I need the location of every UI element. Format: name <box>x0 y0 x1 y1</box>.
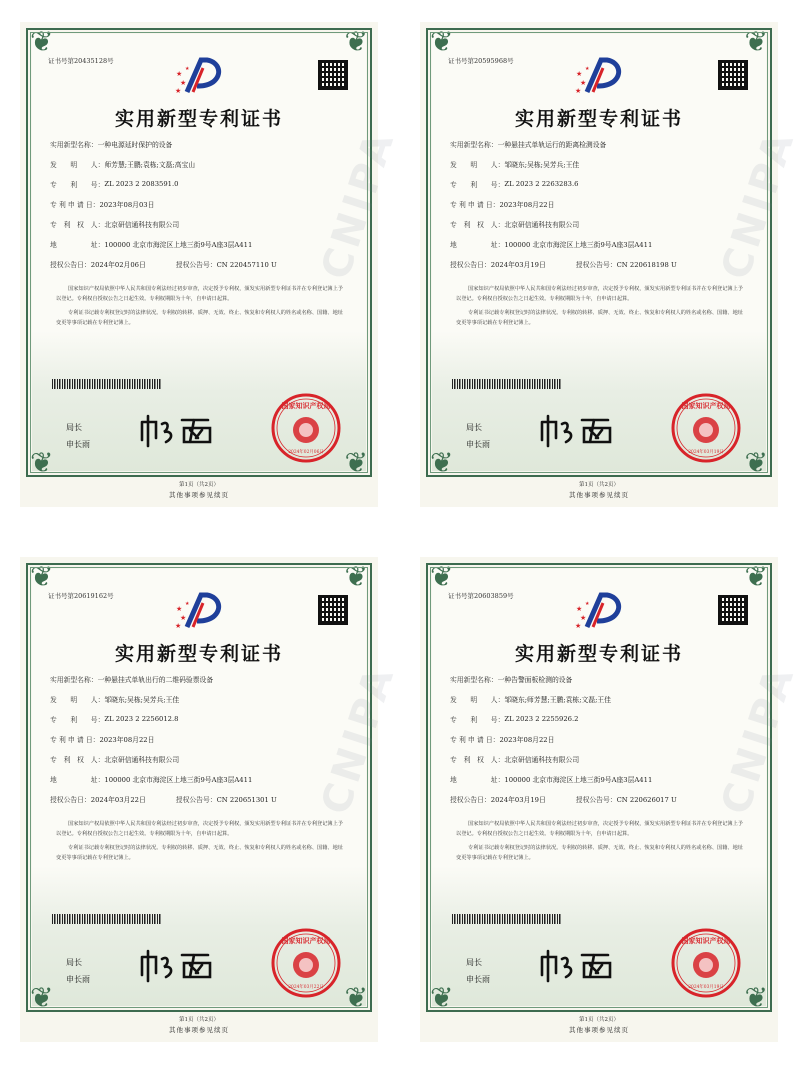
svg-text:国家知识产权局: 国家知识产权局 <box>681 401 731 410</box>
certificate-fields <box>50 669 348 809</box>
corner-ornament-icon: ❦ <box>430 981 454 1014</box>
svg-text:★: ★ <box>580 79 587 87</box>
svg-text:★: ★ <box>585 66 590 72</box>
director-block: 局长 申长雨 <box>66 958 90 984</box>
barcode-icon <box>52 379 162 389</box>
certificate-3 <box>20 557 404 1042</box>
watermark: CNIPA <box>712 659 804 820</box>
corner-ornament-icon: ❦ <box>430 560 454 593</box>
qr-code-icon <box>718 60 748 90</box>
corner-ornament-icon: ❦ <box>744 25 768 58</box>
official-seal-icon <box>670 392 742 464</box>
svg-text:国家知识产权局: 国家知识产权局 <box>281 401 331 410</box>
certificate-number: 证书号第20619162号 <box>48 592 114 600</box>
certificate-fields <box>450 669 748 809</box>
field-address: 地 址： 100000 北京市海淀区上地三街9号A座3层A411 <box>450 776 653 784</box>
svg-text:★: ★ <box>180 614 187 622</box>
svg-text:★: ★ <box>176 605 183 613</box>
certificate-title: 实用新型专利证书 <box>114 108 283 130</box>
page-number: 第1页（共2页） <box>179 482 219 488</box>
field-owner: 专 利 权 人： 北京研信通科技有限公司 <box>450 756 580 764</box>
corner-ornament-icon: ❦ <box>744 560 768 593</box>
svg-text:国家知识产权局: 国家知识产权局 <box>681 936 731 945</box>
svg-text:2024年02月06日: 2024年02月06日 <box>288 450 324 455</box>
director-signature-icon <box>138 947 218 983</box>
director-signature-icon <box>138 412 218 448</box>
certificate-inner <box>430 25 804 488</box>
footer-note: 其他事项参见续页 <box>569 1026 629 1034</box>
corner-ornament-icon: ❦ <box>344 25 368 58</box>
field-patent-number: 专 利 号： ZL 2023 2 2263283.6 <box>450 180 579 189</box>
corner-ornament-icon: ❦ <box>344 446 368 479</box>
svg-text:★: ★ <box>185 601 190 607</box>
certificate-title: 实用新型专利证书 <box>114 643 283 665</box>
svg-text:★: ★ <box>575 87 582 95</box>
page-number: 第1页（共2页） <box>579 482 619 488</box>
footer-note: 其他事项参见续页 <box>169 491 229 499</box>
page-number: 第1页（共2页） <box>179 1017 219 1023</box>
svg-text:★: ★ <box>175 87 182 95</box>
svg-text:★: ★ <box>575 622 582 630</box>
footer-note: 其他事项参见续页 <box>169 1026 229 1034</box>
director-block: 局长 申长雨 <box>466 423 490 449</box>
page-number: 第1页（共2页） <box>579 1017 619 1023</box>
certificate-inner <box>30 560 404 1023</box>
certificate-1 <box>20 22 404 507</box>
corner-ornament-icon: ❦ <box>344 560 368 593</box>
svg-text:★: ★ <box>576 70 583 78</box>
director-signature-icon <box>538 412 618 448</box>
certificate-number: 证书号第20435128号 <box>48 57 114 65</box>
certificate-inner <box>430 560 804 1023</box>
corner-ornament-icon: ❦ <box>744 981 768 1014</box>
corner-ornament-icon: ❦ <box>30 560 54 593</box>
svg-text:2024年03月22日: 2024年03月22日 <box>288 985 324 990</box>
field-patent-number: 专 利 号： ZL 2023 2 2256012.8 <box>50 715 179 724</box>
svg-text:★: ★ <box>576 605 583 613</box>
corner-ornament-icon: ❦ <box>430 25 454 58</box>
field-patent-number: 专 利 号： ZL 2023 2 2255926.2 <box>450 715 579 724</box>
corner-ornament-icon: ❦ <box>30 446 54 479</box>
certificate-fields <box>50 134 348 274</box>
svg-text:★: ★ <box>185 66 190 72</box>
qr-code-icon <box>318 60 348 90</box>
corner-ornament-icon: ❦ <box>430 446 454 479</box>
field-inventors: 发 明 人： 邹晓东;吴栋;吴芳兵;王佳 <box>50 696 180 704</box>
field-filing-date: 专 利 申 请 日： 2023年08月22日 <box>50 736 155 744</box>
cnipa-logo-icon <box>173 56 225 96</box>
field-owner: 专 利 权 人： 北京研信通科技有限公司 <box>450 221 580 229</box>
svg-text:★: ★ <box>585 601 590 607</box>
certificate-body-text: 国家知识产权局依照中华人民共和国专利法经过初步审查，决定授予专利权，颁发实用新型专利证书并在专利登记簿上予以登记。专利权自授权公告之日起生效。专利权期限为十年，自申请日起算。 专利证书记载专利权登记时的法律状况。专利权的转移、质押、无效、终止、恢复和专利权人的姓名或名称、国籍、地址变更等事项记载在专利登记簿上。 <box>56 286 343 326</box>
director-block: 局长 申长雨 <box>66 423 90 449</box>
field-filing-date: 专 利 申 请 日： 2023年08月22日 <box>450 736 555 744</box>
qr-code-icon <box>718 595 748 625</box>
official-seal-icon <box>670 927 742 999</box>
field-inventors: 发 明 人： 邹晓东;师芳慧;王鹏;袁栋;文磊;王佳 <box>450 696 611 704</box>
barcode-icon <box>52 914 162 924</box>
watermark: CNIPA <box>312 124 404 285</box>
svg-text:★: ★ <box>180 79 187 87</box>
cnipa-logo-icon <box>573 591 625 631</box>
certificate-body-text: 国家知识产权局依照中华人民共和国专利法经过初步审查，决定授予专利权，颁发实用新型专利证书并在专利登记簿上予以登记。专利权自授权公告之日起生效。专利权期限为十年，自申请日起算。 专利证书记载专利权登记时的法律状况。专利权的转移、质押、无效、终止、恢复和专利权人的姓名或名称、国籍、地址变更等事项记载在专利登记簿上。 <box>456 286 743 326</box>
field-owner: 专 利 权 人： 北京研信通科技有限公司 <box>50 756 180 764</box>
director-signature-icon <box>538 947 618 983</box>
field-patent-number: 专 利 号： ZL 2023 2 2083591.0 <box>50 180 179 189</box>
cnipa-logo-icon <box>173 591 225 631</box>
field-grant: 授权公告日：2024年03月22日 授权公告号：CN 220651301 U <box>50 796 277 804</box>
svg-text:2024年03月19日: 2024年03月19日 <box>688 450 724 455</box>
official-seal-icon <box>270 392 342 464</box>
field-filing-date: 专 利 申 请 日： 2023年08月03日 <box>50 201 155 209</box>
watermark: CNIPA <box>712 124 804 285</box>
field-address: 地 址： 100000 北京市海淀区上地三街9号A座3层A411 <box>50 776 253 784</box>
field-grant: 授权公告日：2024年02月06日 授权公告号：CN 220457110 U <box>50 261 277 269</box>
certificate-4 <box>420 557 804 1042</box>
field-name: 实用新型名称： 一种悬挂式单轨运行的距离检测设备 <box>450 141 607 149</box>
field-name: 实用新型名称： 一种告警面板检测的设备 <box>450 676 573 684</box>
field-owner: 专 利 权 人： 北京研信通科技有限公司 <box>50 221 180 229</box>
certificate-inner <box>30 25 404 488</box>
field-address: 地 址： 100000 北京市海淀区上地三街9号A座3层A411 <box>50 241 253 249</box>
certificate-title: 实用新型专利证书 <box>514 108 683 130</box>
field-inventors: 发 明 人： 师芳慧;王鹏;袁栋;文磊;高宝山 <box>50 161 196 169</box>
svg-text:★: ★ <box>176 70 183 78</box>
certificate-body-text: 国家知识产权局依照中华人民共和国专利法经过初步审查，决定授予专利权，颁发实用新型专利证书并在专利登记簿上予以登记。专利权自授权公告之日起生效。专利权期限为十年，自申请日起算。 专利证书记载专利权登记时的法律状况。专利权的转移、质押、无效、终止、恢复和专利权人的姓名或名称、国籍、地址变更等事项记载在专利登记簿上。 <box>456 821 743 861</box>
cnipa-logo-icon <box>573 56 625 96</box>
barcode-icon <box>452 379 562 389</box>
field-grant: 授权公告日：2024年03月19日 授权公告号：CN 220618198 U <box>450 261 677 269</box>
barcode-icon <box>452 914 562 924</box>
corner-ornament-icon: ❦ <box>344 981 368 1014</box>
certificate-number: 证书号第20595968号 <box>448 57 514 65</box>
field-filing-date: 专 利 申 请 日： 2023年08月22日 <box>450 201 555 209</box>
field-address: 地 址： 100000 北京市海淀区上地三街9号A座3层A411 <box>450 241 653 249</box>
corner-ornament-icon: ❦ <box>744 446 768 479</box>
certificate-2 <box>420 22 804 507</box>
field-inventors: 发 明 人： 邹晓东;吴栋;吴芳兵;王佳 <box>450 161 580 169</box>
director-block: 局长 申长雨 <box>466 958 490 984</box>
certificate-number: 证书号第20603859号 <box>448 592 514 600</box>
watermark: CNIPA <box>312 659 404 820</box>
field-name: 实用新型名称： 一种电源延时保护的设备 <box>50 141 173 149</box>
corner-ornament-icon: ❦ <box>30 981 54 1014</box>
certificate-title: 实用新型专利证书 <box>514 643 683 665</box>
certificate-body-text: 国家知识产权局依照中华人民共和国专利法经过初步审查，决定授予专利权，颁发实用新型专利证书并在专利登记簿上予以登记。专利权自授权公告之日起生效。专利权期限为十年，自申请日起算。 专利证书记载专利权登记时的法律状况。专利权的转移、质押、无效、终止、恢复和专利权人的姓名或名称、国籍、地址变更等事项记载在专利登记簿上。 <box>56 821 343 861</box>
corner-ornament-icon: ❦ <box>30 25 54 58</box>
field-grant: 授权公告日：2024年03月19日 授权公告号：CN 220626017 U <box>450 796 677 804</box>
field-name: 实用新型名称： 一种悬挂式单轨出行的二维码验票设备 <box>50 676 214 684</box>
certificate-fields <box>450 134 748 274</box>
svg-text:★: ★ <box>175 622 182 630</box>
svg-text:国家知识产权局: 国家知识产权局 <box>281 936 331 945</box>
official-seal-icon <box>270 927 342 999</box>
svg-text:2024年03月19日: 2024年03月19日 <box>688 985 724 990</box>
footer-note: 其他事项参见续页 <box>569 491 629 499</box>
svg-text:★: ★ <box>580 614 587 622</box>
qr-code-icon <box>318 595 348 625</box>
